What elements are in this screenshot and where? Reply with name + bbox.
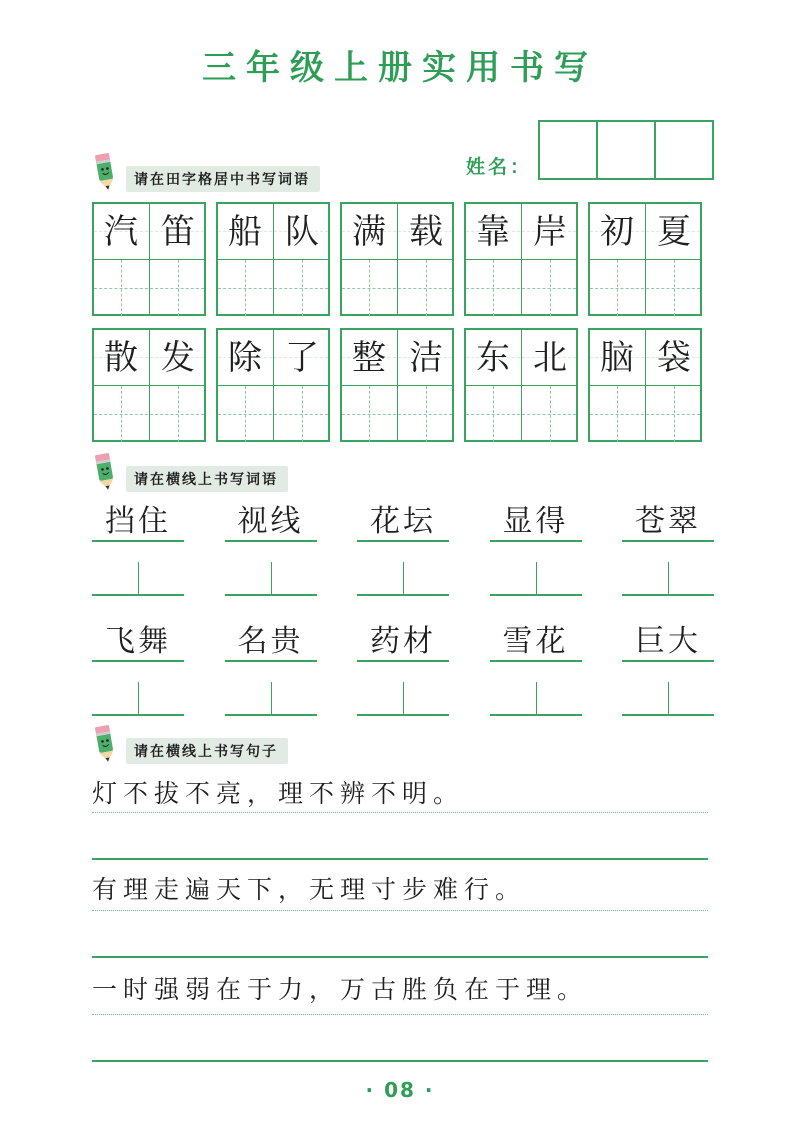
line-word-item	[357, 624, 449, 716]
section-header-grid	[90, 166, 320, 192]
grid-char: 东	[476, 338, 510, 378]
dotted-guide	[92, 1014, 708, 1015]
line-word: 巨大	[622, 624, 714, 662]
line-word: 视线	[225, 504, 317, 542]
sentence-1: 灯不拔不亮，理不辨不明。	[92, 779, 465, 808]
line-row-1	[92, 504, 714, 596]
line-word-item	[490, 504, 582, 596]
grid-char: 岸	[533, 212, 567, 252]
line-word: 雪花	[490, 624, 582, 662]
line-word-item	[357, 504, 449, 596]
line-word-item	[225, 624, 317, 716]
line-word-item	[92, 624, 184, 716]
line-word-item	[490, 624, 582, 716]
grid-char: 汽	[104, 212, 138, 252]
tianzige-box[interactable]	[216, 202, 330, 316]
tianzige-box[interactable]	[464, 202, 578, 316]
section-header-lines	[90, 466, 288, 492]
grid-char: 船	[228, 212, 262, 252]
page-number: · 08 ·	[365, 1078, 435, 1102]
line-word: 药材	[357, 624, 449, 662]
grid-char: 北	[533, 338, 567, 378]
grid-char: 了	[285, 338, 319, 378]
writing-line[interactable]	[225, 562, 317, 596]
dotted-guide	[92, 812, 708, 813]
grid-row-2	[92, 328, 702, 442]
grid-char: 载	[409, 212, 443, 252]
grid-char: 发	[161, 338, 195, 378]
tianzige-box[interactable]	[464, 328, 578, 442]
writing-line[interactable]	[490, 562, 582, 596]
line-word: 花坛	[357, 504, 449, 542]
section-label: 请在横线上书写句子	[126, 738, 288, 764]
line-word-item	[622, 504, 714, 596]
writing-line[interactable]	[92, 562, 184, 596]
name-box[interactable]	[656, 122, 712, 178]
grid-char: 洁	[409, 338, 443, 378]
tianzige-box[interactable]	[340, 202, 454, 316]
line-word: 名贵	[225, 624, 317, 662]
section-header-sentences	[90, 738, 288, 764]
line-word: 挡住	[92, 504, 184, 542]
line-word-item	[622, 624, 714, 716]
grid-char: 队	[285, 212, 319, 252]
grid-char: 脑	[600, 338, 634, 378]
pencil-icon	[90, 152, 120, 192]
line-word-item	[225, 504, 317, 596]
grid-char: 整	[352, 338, 386, 378]
sentence-3: 一时强弱在于力，万古胜负在于理。	[92, 975, 589, 1004]
grid-char: 散	[104, 338, 138, 378]
section-label: 请在田字格居中书写词语	[126, 166, 320, 192]
pencil-icon	[90, 724, 120, 764]
line-word: 飞舞	[92, 624, 184, 662]
sentence-2: 有理走遍天下，无理寸步难行。	[92, 875, 527, 904]
page-title: 三年级上册实用书写	[202, 48, 598, 88]
tianzige-box[interactable]	[92, 328, 206, 442]
name-label: 姓名：	[466, 156, 533, 178]
grid-char: 靠	[476, 212, 510, 252]
writing-line[interactable]	[490, 682, 582, 716]
line-word: 显得	[490, 504, 582, 542]
grid-char: 除	[228, 338, 262, 378]
pencil-icon	[90, 452, 120, 492]
writing-line[interactable]	[92, 682, 184, 716]
grid-char: 夏	[657, 212, 691, 252]
grid-char: 满	[352, 212, 386, 252]
tianzige-box[interactable]	[340, 328, 454, 442]
grid-char: 笛	[161, 212, 195, 252]
section-label: 请在横线上书写词语	[126, 466, 288, 492]
tianzige-box[interactable]	[588, 328, 702, 442]
writing-line[interactable]	[622, 682, 714, 716]
tianzige-box[interactable]	[588, 202, 702, 316]
writing-line[interactable]	[92, 858, 708, 860]
line-word: 苍翠	[622, 504, 714, 542]
writing-line[interactable]	[622, 562, 714, 596]
name-box[interactable]	[540, 122, 598, 178]
name-input-boxes[interactable]	[538, 120, 714, 180]
tianzige-box[interactable]	[216, 328, 330, 442]
line-row-2	[92, 624, 714, 716]
grid-char: 袋	[657, 338, 691, 378]
writing-line[interactable]	[92, 1060, 708, 1062]
writing-line[interactable]	[357, 562, 449, 596]
tianzige-box[interactable]	[92, 202, 206, 316]
name-box[interactable]	[598, 122, 656, 178]
line-word-item	[92, 504, 184, 596]
writing-line[interactable]	[357, 682, 449, 716]
grid-row-1	[92, 202, 702, 316]
writing-line[interactable]	[225, 682, 317, 716]
writing-line[interactable]	[92, 956, 708, 958]
grid-char: 初	[600, 212, 634, 252]
dotted-guide	[92, 910, 708, 911]
